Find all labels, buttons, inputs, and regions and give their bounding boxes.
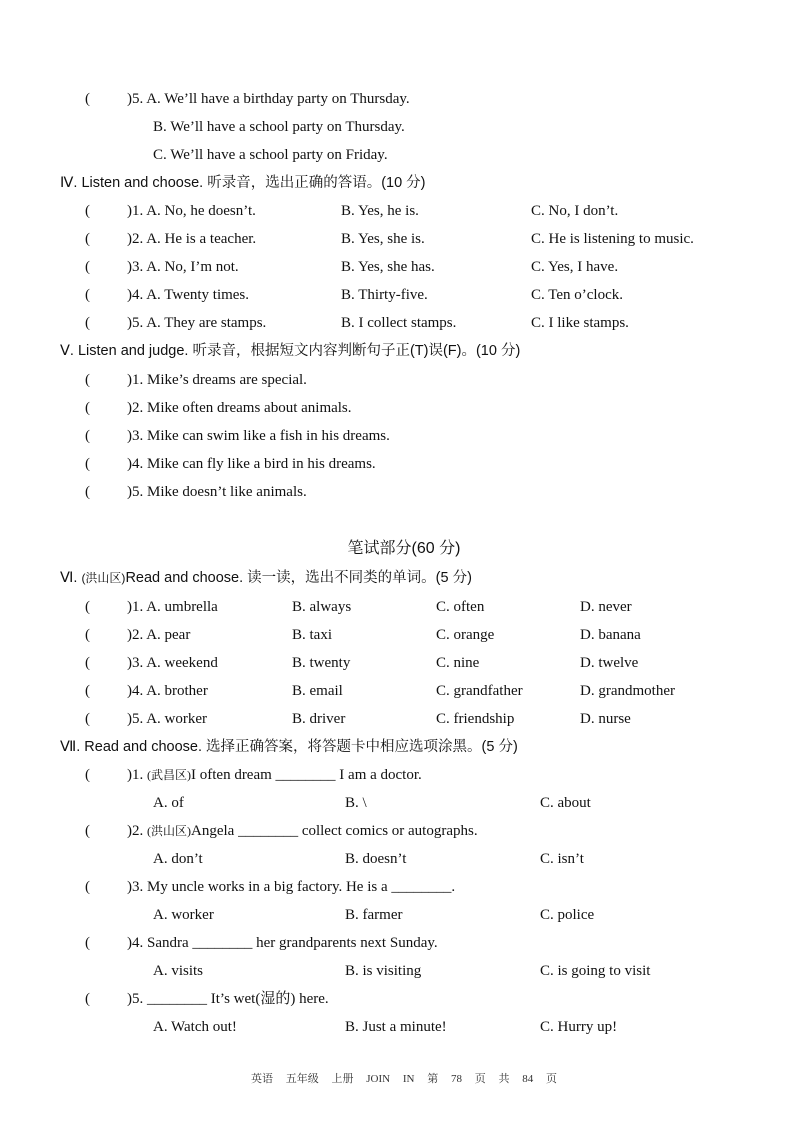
option-b: B. Just a minute! bbox=[345, 1019, 447, 1035]
option-b: B. Yes, she is. bbox=[341, 231, 425, 247]
question-number: )5. bbox=[127, 91, 144, 107]
question-row bbox=[127, 201, 256, 221]
question-number: )2. bbox=[127, 627, 144, 643]
question-text bbox=[127, 89, 410, 109]
question-row bbox=[127, 597, 218, 617]
statement: )1. Mike’s dreams are special. bbox=[127, 372, 307, 388]
answer-blank[interactable]: ( bbox=[85, 655, 90, 671]
statement: )2. Mike often dreams about animals. bbox=[127, 400, 352, 416]
question-number: )5. bbox=[127, 711, 144, 727]
question-row bbox=[127, 989, 329, 1009]
option-c: C. Ten o’clock. bbox=[531, 287, 623, 303]
option-a: A. pear bbox=[146, 627, 191, 643]
statement: )5. Mike doesn’t like animals. bbox=[127, 484, 307, 500]
answer-blank[interactable]: ( bbox=[85, 315, 90, 331]
question-text: ________ It’s wet(湿的) here. bbox=[147, 991, 329, 1007]
option-a: A. brother bbox=[146, 683, 208, 699]
question-row bbox=[127, 765, 422, 785]
option-a: A. He is a teacher. bbox=[146, 231, 257, 247]
question-row bbox=[127, 285, 249, 305]
option-b: B. taxi bbox=[292, 627, 332, 643]
option-b: B. is visiting bbox=[345, 963, 422, 979]
answer-blank[interactable]: ( bbox=[85, 627, 90, 643]
answer-blank[interactable]: ( bbox=[85, 991, 90, 1007]
answer-blank[interactable]: ( bbox=[85, 91, 90, 107]
question-number: )1. bbox=[127, 767, 144, 783]
page-footer: 英语 五年级 上册 JOIN IN 第 78 页 共 84 页 bbox=[251, 1073, 557, 1085]
question-number: )4. bbox=[127, 683, 144, 699]
district-tag: (洪山区) bbox=[147, 824, 191, 838]
question-number: )4. bbox=[127, 287, 144, 303]
answer-blank[interactable]: ( bbox=[85, 287, 90, 303]
option-c: C. isn’t bbox=[540, 851, 584, 867]
option-b: B. driver bbox=[292, 711, 346, 727]
section-7-heading: Ⅶ. Read and choose. 选择正确答案，将答题卡中相应选项涂黑。(5 分) bbox=[60, 739, 518, 755]
option-c: C. No, I don’t. bbox=[531, 203, 619, 219]
question-row bbox=[127, 933, 438, 953]
option-d: D. never bbox=[580, 599, 632, 615]
question-number: )2. bbox=[127, 231, 144, 247]
question-row bbox=[127, 229, 256, 249]
question-text: Sandra ________ her grandparents next Sunday. bbox=[147, 935, 438, 951]
option-c: C. Yes, I have. bbox=[531, 259, 619, 275]
option-c: C. We’ll have a school party on Friday. bbox=[153, 147, 388, 163]
option-c: C. friendship bbox=[436, 711, 515, 727]
option-b: B. Yes, she has. bbox=[341, 259, 435, 275]
question-number: )1. bbox=[127, 203, 144, 219]
option-b: B. I collect stamps. bbox=[341, 315, 457, 331]
question-text: Angela ________ collect comics or autographs. bbox=[191, 823, 478, 839]
answer-blank[interactable]: ( bbox=[85, 203, 90, 219]
section-4-heading: Ⅳ. Listen and choose. 听录音，选出正确的答语。(10 分) bbox=[60, 175, 426, 191]
option-c: C. police bbox=[540, 907, 595, 923]
question-row bbox=[127, 821, 478, 841]
statement: )3. Mike can swim like a fish in his dreams. bbox=[127, 428, 390, 444]
answer-blank[interactable]: ( bbox=[85, 823, 90, 839]
option-b: B. farmer bbox=[345, 907, 403, 923]
question-row bbox=[127, 709, 207, 729]
option-b: B. \ bbox=[345, 795, 367, 811]
option-b: B. always bbox=[292, 599, 352, 615]
option-a: A. of bbox=[153, 795, 184, 811]
question-number: )2. bbox=[127, 823, 144, 839]
answer-blank[interactable]: ( bbox=[85, 231, 90, 247]
answer-blank[interactable]: ( bbox=[85, 428, 90, 444]
answer-blank[interactable]: ( bbox=[85, 711, 90, 727]
answer-blank[interactable]: ( bbox=[85, 879, 90, 895]
option-a: A. We’ll have a birthday party on Thursday. bbox=[146, 91, 410, 107]
answer-blank[interactable]: ( bbox=[85, 767, 90, 783]
answer-blank[interactable]: ( bbox=[85, 935, 90, 951]
district-tag: (洪山区) bbox=[81, 571, 126, 585]
option-a: A. No, he doesn’t. bbox=[146, 203, 256, 219]
option-d: D. twelve bbox=[580, 655, 639, 671]
option-a: A. visits bbox=[153, 963, 204, 979]
option-c: C. I like stamps. bbox=[531, 315, 629, 331]
option-d: D. grandmother bbox=[580, 683, 675, 699]
option-b: B. doesn’t bbox=[345, 851, 407, 867]
option-c: C. orange bbox=[436, 627, 495, 643]
option-a: A. No, I’m not. bbox=[146, 259, 239, 275]
section-number: Ⅵ. bbox=[60, 570, 82, 586]
option-d: D. banana bbox=[580, 627, 641, 643]
statement: )4. Mike can fly like a bird in his dreams. bbox=[127, 456, 376, 472]
answer-blank[interactable]: ( bbox=[85, 259, 90, 275]
question-number: )3. bbox=[127, 879, 144, 895]
option-c: C. grandfather bbox=[436, 683, 523, 699]
question-row bbox=[127, 313, 266, 333]
question-row bbox=[127, 653, 218, 673]
option-b: B. Thirty-five. bbox=[341, 287, 428, 303]
answer-blank[interactable]: ( bbox=[85, 456, 90, 472]
option-a: A. They are stamps. bbox=[146, 315, 267, 331]
option-c: C. often bbox=[436, 599, 485, 615]
option-d: D. nurse bbox=[580, 711, 631, 727]
option-a: A. Watch out! bbox=[153, 1019, 237, 1035]
heading-text: Read and choose. 读一读，选出不同类的单词。(5 分) bbox=[125, 570, 472, 586]
answer-blank[interactable]: ( bbox=[85, 372, 90, 388]
answer-blank[interactable]: ( bbox=[85, 484, 90, 500]
option-a: A. Twenty times. bbox=[146, 287, 250, 303]
question-row bbox=[127, 877, 455, 897]
option-c: C. nine bbox=[436, 655, 480, 671]
option-a: A. worker bbox=[153, 907, 214, 923]
question-row bbox=[127, 257, 239, 277]
question-row bbox=[127, 625, 190, 645]
option-c: C. about bbox=[540, 795, 591, 811]
question-number: )5. bbox=[127, 315, 144, 331]
question-text: I often dream ________ I am a doctor. bbox=[191, 767, 422, 783]
option-a: A. don’t bbox=[153, 851, 203, 867]
question-number: )3. bbox=[127, 655, 144, 671]
section-6-heading bbox=[60, 568, 472, 588]
answer-blank[interactable]: ( bbox=[85, 599, 90, 615]
option-a: A. weekend bbox=[146, 655, 218, 671]
written-part-title: 笔试部分(60 分) bbox=[347, 540, 461, 557]
option-b: B. Yes, he is. bbox=[341, 203, 419, 219]
question-number: )4. bbox=[127, 935, 144, 951]
option-c: C. is going to visit bbox=[540, 963, 651, 979]
question-row bbox=[127, 681, 208, 701]
question-number: )3. bbox=[127, 259, 144, 275]
answer-blank[interactable]: ( bbox=[85, 683, 90, 699]
question-number: )5. bbox=[127, 991, 144, 1007]
answer-blank[interactable]: ( bbox=[85, 400, 90, 416]
question-number: )1. bbox=[127, 599, 144, 615]
option-a: A. umbrella bbox=[146, 599, 218, 615]
section-5-heading: Ⅴ. Listen and judge. 听录音，根据短文内容判断句子正(T)误(F)。(10 分) bbox=[60, 343, 521, 359]
option-c: C. Hurry up! bbox=[540, 1019, 618, 1035]
question-text: My uncle works in a big factory. He is a ________. bbox=[147, 879, 456, 895]
option-b: B. We’ll have a school party on Thursday. bbox=[153, 119, 405, 135]
option-b: B. email bbox=[292, 683, 343, 699]
option-b: B. twenty bbox=[292, 655, 351, 671]
option-a: A. worker bbox=[146, 711, 208, 727]
district-tag: (武昌区) bbox=[147, 768, 191, 782]
option-c: C. He is listening to music. bbox=[531, 231, 694, 247]
